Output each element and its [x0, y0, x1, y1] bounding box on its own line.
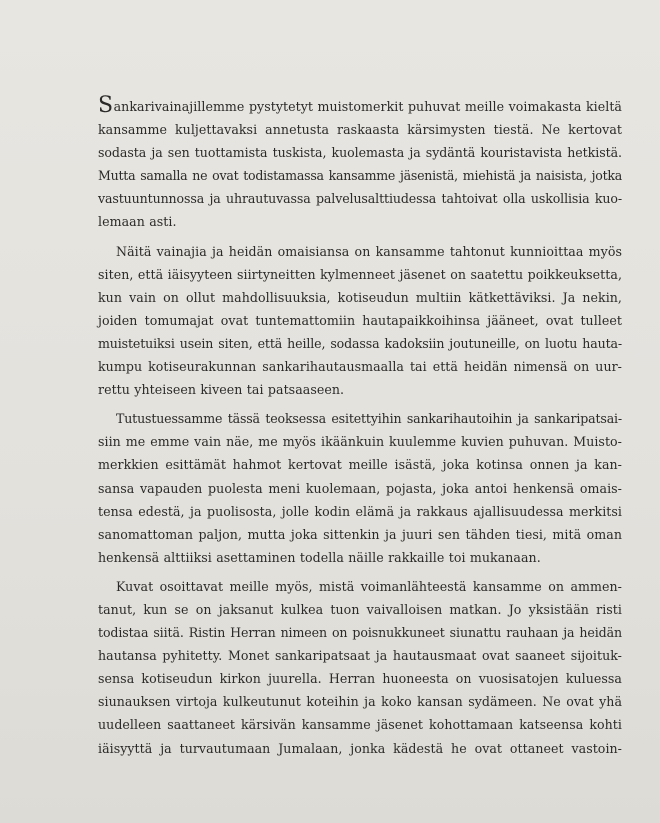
text-line: tanut, kun se on jaksanut kulkea tuon vaivalloisen matkan. Jo yksistään risti — [98, 601, 622, 617]
paragraph-2 — [98, 240, 622, 402]
text-line: joiden tomumajat ovat tuntemattomiin hautapaikkoihinsa jääneet, ovat tulleet — [98, 312, 622, 328]
text-line: Tutustuessamme tässä teoksessa esitettyihin sankarihautoihin ja sankaripatsai- — [116, 411, 622, 427]
text-line: todistaa siitä. Ristin Herran nimeen on poisnukkuneet siunattu rauhaan ja heidän — [98, 625, 622, 641]
text-line: iäisyyttä ja turvautumaan Jumalaan, jonka kädestä he ovat ottaneet vastoin- — [98, 740, 622, 756]
text-line: siin me emme vain näe, me myös ikäänkuin kuulemme kuvien puhuvan. Muisto- — [98, 434, 622, 450]
text-line: vastuuntunnossa ja uhrautuvassa palvelusalttiudessa tahtoivat olla uskollisia kuo- — [98, 191, 622, 207]
text-line: siten, että iäisyyteen siirtyneitten kylmenneet jäsenet on saatettu poikkeuksetta, — [98, 266, 622, 282]
text-line: sodasta ja sen tuottamista tuskista, kuolemasta ja sydäntä kouristavista hetkistä. — [98, 145, 622, 161]
text-line: muistetuiksi usein siten, että heille, sodassa kadoksiin joutuneille, on luotu hauta- — [98, 335, 622, 351]
text-line: sansa vapauden puolesta meni kuolemaan, pojasta, joka antoi henkensä omais- — [98, 480, 622, 496]
text-line: Sankarivainajillemme pystytetyt muistomerkit puhuvat meille voimakasta kieltä — [98, 93, 622, 118]
text-line: hautansa pyhitetty. Monet sankaripatsaat ja hautausmaat ovat saaneet sijoituk- — [98, 648, 622, 664]
text-line: merkkien esittämät hahmot kertovat meille isästä, joka kotinsa onnen ja kan- — [98, 457, 622, 473]
text-line: sensa kotiseudun kirkon juurella. Herran huoneesta on vuosisatojen kuluessa — [98, 671, 622, 687]
text-line: lemaan asti. — [98, 214, 177, 230]
text-line: kumpu kotiseurakunnan sankarihautausmaalla tai että heidän nimensä on uur- — [98, 359, 622, 375]
text-line: Näitä vainajia ja heidän omaisiansa on kansamme tahtonut kunnioittaa myös — [116, 243, 622, 259]
text-line: Kuvat osoittavat meille myös, mistä voimanlähteestä kansamme on ammen- — [116, 578, 622, 594]
book-page — [98, 95, 622, 795]
paragraph-1 — [98, 95, 622, 234]
text-line: henkensä alttiiksi asettaminen todella näille rakkaille toi mukanaan. — [98, 549, 541, 565]
text-line: uudelleen saattaneet kärsivän kansamme jäsenet kohottamaan katseensa kohti — [98, 717, 622, 733]
text-line: sanomattoman paljon, mutta joka sittenkin ja juuri sen tähden tiesi, mitä oman — [98, 526, 622, 542]
paragraph-4 — [98, 575, 622, 760]
paragraph-3 — [98, 407, 622, 569]
text-line: tensa edestä, ja puolisosta, jolle kodin elämä ja rakkaus ajallisuudessa merkitsi — [98, 503, 622, 519]
text-line: rettu yhteiseen kiveen tai patsaaseen. — [98, 382, 345, 398]
drop-cap: S — [98, 93, 114, 118]
text-line: kun vain on ollut mahdollisuuksia, kotiseudun multiin kätkettäviksi. Ja nekin, — [98, 289, 622, 305]
text-line: siunauksen virtoja kulkeutunut koteihin ja koko kansan sydämeen. Ne ovat yhä — [98, 694, 622, 710]
text-line: kansamme kuljettavaksi annetusta raskaasta kärsimysten tiestä. Ne kertovat — [98, 122, 622, 138]
text-line: Mutta samalla ne ovat todistamassa kansamme jäsenistä, miehistä ja naisista, jotka — [98, 168, 622, 184]
